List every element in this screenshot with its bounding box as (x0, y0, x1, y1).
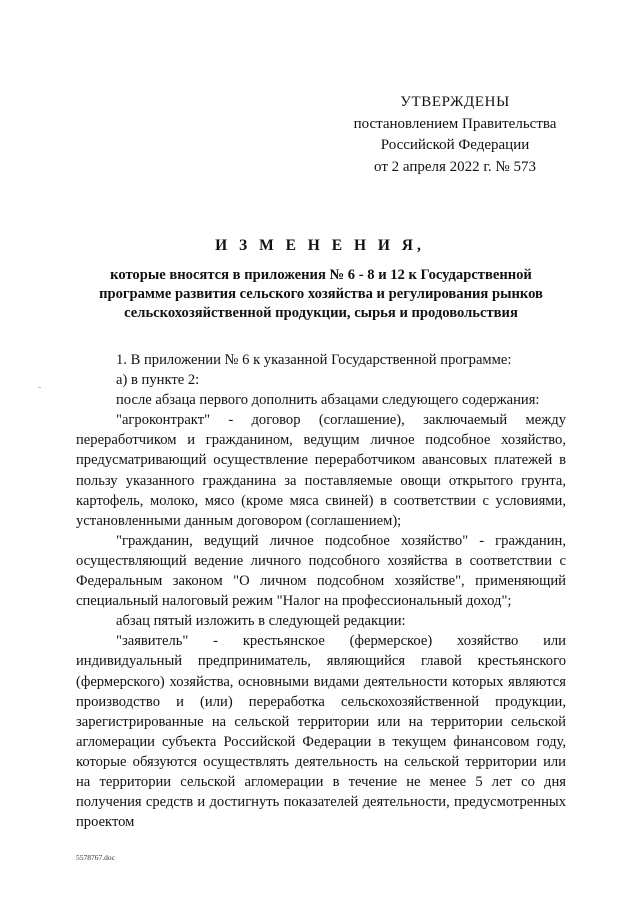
margin-mark (38, 387, 41, 388)
approval-heading: УТВЕРЖДЕНЫ (400, 94, 510, 110)
document-title: И З М Е Н Е Н И Я, (215, 237, 425, 254)
approval-line: постановлением Правительства (353, 115, 557, 132)
paragraph: "гражданин, ведущий личное подсобное хозяйство" - гражданин, осуществляющий ведение личного подсобного хозяйства в соответствии с Федеральным законом "О личном подсобном хозяйстве", применяющий специальный налоговый режим "Налог на профессиональный доход"; (76, 532, 566, 610)
approval-block (340, 92, 570, 178)
document-body (76, 350, 566, 832)
paragraph: после абзаца первого дополнить абзацами следующего содержания: (116, 392, 540, 409)
paragraph: "заявитель" - крестьянское (фермерское) хозяйство или индивидуальный предприниматель, являющийся главой крестьянского (фермерского) хозяйства, основными видами деятельности которых являются производство и (или) переработка сельскохозяйственной продукции, зарегистрированные на сельской территории или на территории сельской агломерации субъекта Российской Федерации в текущем финансовом году, которые обязуются осуществлять деятельность на сельской территории или на территории сельской агломерации в течение не менее 5 лет со дня получения средств и достигнуть показателей деятельности, предусмотренных проектом (76, 633, 566, 831)
footer-filename: 5578767.doc (76, 853, 115, 862)
paragraph: "агроконтракт" - договор (соглашение), заключаемый между переработчиком и гражданином, ведущим личное подсобное хозяйство, предусматривающий осуществление переработчиком авансовых платежей в пользу указанного гражданина за поставляемые овощи открытого грунта, картофель, молоко, мясо (кроме мяса свиней) в соответствии с условиями, установленными данным договором (соглашением); (76, 412, 566, 529)
paragraph: а) в пункте 2: (116, 372, 200, 389)
document-subtitle: которые вносятся в приложения № 6 - 8 и 12 к Государственной программе развития сельского хозяйства и регулирования рынков сельскохозяйственной продукции, сырья и продовольствия (99, 267, 543, 321)
paragraph: 1. В приложении № 6 к указанной Государственной программе: (116, 352, 512, 368)
approval-date-number: от 2 апреля 2022 г. № 573 (374, 158, 536, 175)
paragraph: абзац пятый изложить в следующей редакции: (116, 613, 406, 630)
approval-line: Российской Федерации (380, 137, 530, 153)
